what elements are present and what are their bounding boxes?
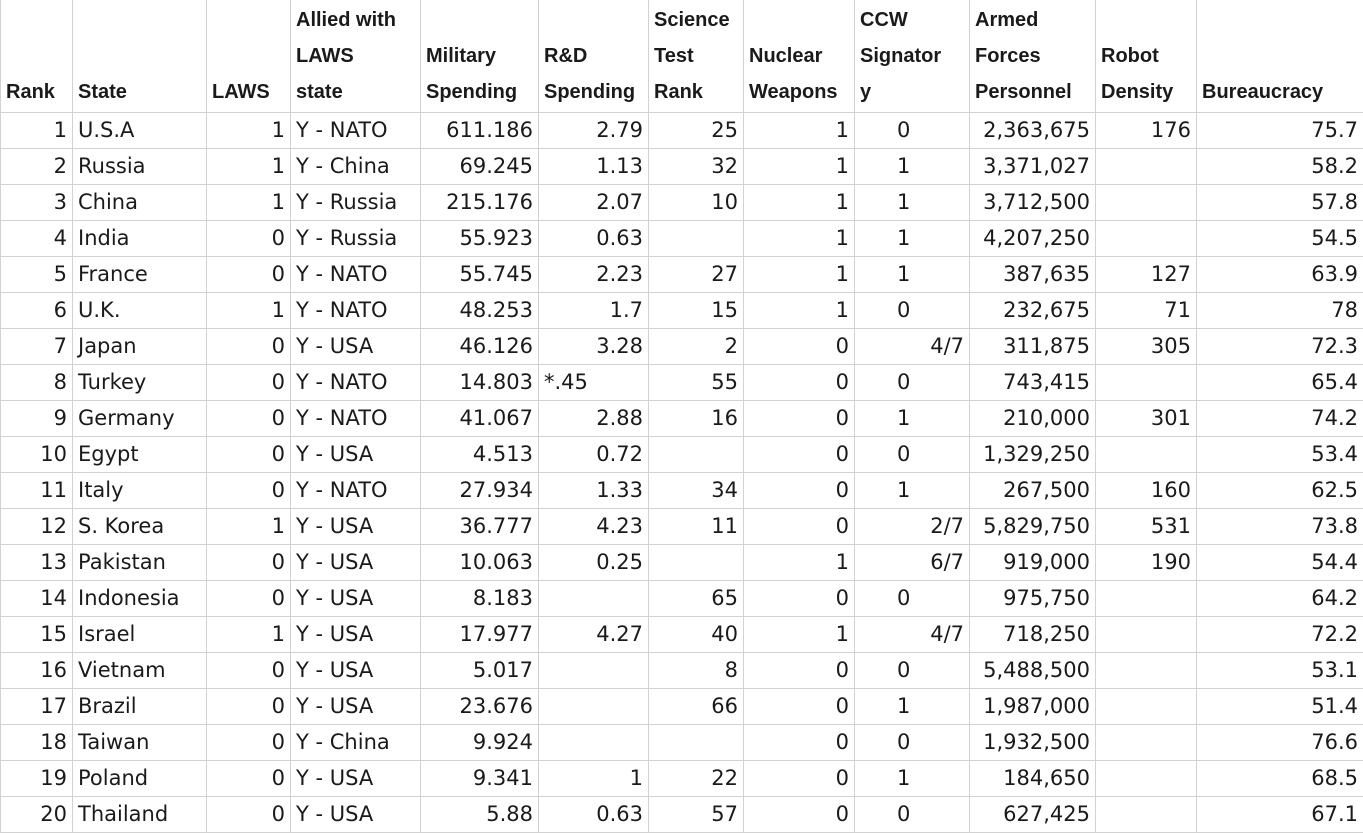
- cell-allied[interactable]: Y - USA: [291, 797, 421, 833]
- cell-state[interactable]: Pakistan: [73, 545, 207, 581]
- cell-robot[interactable]: [1096, 221, 1197, 257]
- cell-nuclear[interactable]: 0: [744, 797, 855, 833]
- cell-robot[interactable]: 305: [1096, 329, 1197, 365]
- table-header: [1, 0, 1363, 113]
- cell-robot[interactable]: [1096, 581, 1197, 617]
- cell-science[interactable]: 55: [649, 365, 744, 401]
- cell-science[interactable]: 11: [649, 509, 744, 545]
- cell-bureaucracy[interactable]: 53.1: [1197, 653, 1363, 689]
- cell-rd[interactable]: *.45: [539, 365, 649, 401]
- cell-robot[interactable]: 176: [1096, 113, 1197, 149]
- cell-rd[interactable]: 2.88: [539, 401, 649, 437]
- table-row[interactable]: [1, 797, 1363, 833]
- cell-rank[interactable]: 3: [1, 185, 73, 221]
- cell-state[interactable]: China: [73, 185, 207, 221]
- header-allied: [291, 0, 421, 113]
- cell-science[interactable]: 10: [649, 185, 744, 221]
- cell-nuclear[interactable]: 0: [744, 509, 855, 545]
- cell-robot[interactable]: [1096, 797, 1197, 833]
- cell-robot[interactable]: 301: [1096, 401, 1197, 437]
- cell-bureaucracy[interactable]: 74.2: [1197, 401, 1363, 437]
- cell-robot[interactable]: [1096, 653, 1197, 689]
- cell-state[interactable]: Germany: [73, 401, 207, 437]
- header-laws: [207, 0, 291, 113]
- cell-ccw[interactable]: 0: [855, 365, 970, 401]
- cell-rank[interactable]: 18: [1, 725, 73, 761]
- cell-rank[interactable]: 15: [1, 617, 73, 653]
- header-line: Weapons: [749, 74, 850, 110]
- cell-bureaucracy[interactable]: 72.2: [1197, 617, 1363, 653]
- cell-rd[interactable]: 0.63: [539, 221, 649, 257]
- table-body: [1, 113, 1363, 833]
- cell-allied[interactable]: Y - USA: [291, 329, 421, 365]
- cell-armed[interactable]: 743,415: [970, 365, 1096, 401]
- cell-science[interactable]: 8: [649, 653, 744, 689]
- cell-military[interactable]: 10.063: [421, 545, 539, 581]
- table-row[interactable]: [1, 617, 1363, 653]
- cell-armed[interactable]: 5,829,750: [970, 509, 1096, 545]
- table-row[interactable]: [1, 581, 1363, 617]
- cell-military[interactable]: 4.513: [421, 437, 539, 473]
- cell-rd[interactable]: 3.28: [539, 329, 649, 365]
- cell-robot[interactable]: 160: [1096, 473, 1197, 509]
- cell-rd[interactable]: 1.7: [539, 293, 649, 329]
- cell-allied[interactable]: Y - China: [291, 725, 421, 761]
- cell-allied[interactable]: Y - USA: [291, 581, 421, 617]
- cell-laws[interactable]: 0: [207, 437, 291, 473]
- header-line: Personnel: [975, 74, 1091, 110]
- cell-bureaucracy[interactable]: 54.5: [1197, 221, 1363, 257]
- cell-laws[interactable]: 0: [207, 473, 291, 509]
- cell-laws[interactable]: 0: [207, 257, 291, 293]
- cell-bureaucracy[interactable]: 64.2: [1197, 581, 1363, 617]
- cell-bureaucracy[interactable]: 63.9: [1197, 257, 1363, 293]
- cell-armed[interactable]: 5,488,500: [970, 653, 1096, 689]
- cell-laws[interactable]: 1: [207, 185, 291, 221]
- cell-military[interactable]: 5.017: [421, 653, 539, 689]
- cell-rank[interactable]: 17: [1, 689, 73, 725]
- cell-nuclear[interactable]: 1: [744, 185, 855, 221]
- cell-ccw[interactable]: 2/7: [855, 509, 970, 545]
- cell-laws[interactable]: 0: [207, 761, 291, 797]
- cell-armed[interactable]: 311,875: [970, 329, 1096, 365]
- table-row[interactable]: [1, 725, 1363, 761]
- cell-robot[interactable]: [1096, 149, 1197, 185]
- cell-rank[interactable]: 2: [1, 149, 73, 185]
- cell-allied[interactable]: Y - NATO: [291, 257, 421, 293]
- cell-bureaucracy[interactable]: 76.6: [1197, 725, 1363, 761]
- cell-nuclear[interactable]: 1: [744, 617, 855, 653]
- cell-laws[interactable]: 0: [207, 401, 291, 437]
- cell-nuclear[interactable]: 0: [744, 473, 855, 509]
- table-row[interactable]: [1, 401, 1363, 437]
- cell-nuclear[interactable]: 0: [744, 581, 855, 617]
- header-bureaucracy: [1197, 0, 1363, 113]
- cell-rd[interactable]: 2.79: [539, 113, 649, 149]
- header-line: Signator: [860, 38, 965, 74]
- cell-military[interactable]: 8.183: [421, 581, 539, 617]
- cell-science[interactable]: 25: [649, 113, 744, 149]
- cell-state[interactable]: Egypt: [73, 437, 207, 473]
- cell-state[interactable]: U.S.A: [73, 113, 207, 149]
- header-nuclear-weapons: [744, 0, 855, 113]
- cell-rank[interactable]: 8: [1, 365, 73, 401]
- table-row[interactable]: [1, 257, 1363, 293]
- cell-armed[interactable]: 267,500: [970, 473, 1096, 509]
- cell-state[interactable]: Vietnam: [73, 653, 207, 689]
- cell-laws[interactable]: 0: [207, 725, 291, 761]
- cell-rank[interactable]: 6: [1, 293, 73, 329]
- header-line: State: [78, 74, 202, 110]
- cell-science[interactable]: 22: [649, 761, 744, 797]
- cell-state[interactable]: Turkey: [73, 365, 207, 401]
- cell-nuclear[interactable]: 0: [744, 761, 855, 797]
- cell-armed[interactable]: 1,987,000: [970, 689, 1096, 725]
- table-row[interactable]: [1, 437, 1363, 473]
- cell-laws[interactable]: 1: [207, 293, 291, 329]
- cell-ccw[interactable]: 1: [855, 257, 970, 293]
- cell-armed[interactable]: 3,712,500: [970, 185, 1096, 221]
- cell-state[interactable]: Russia: [73, 149, 207, 185]
- cell-state[interactable]: U.K.: [73, 293, 207, 329]
- cell-allied[interactable]: Y - NATO: [291, 473, 421, 509]
- cell-nuclear[interactable]: 1: [744, 149, 855, 185]
- cell-nuclear[interactable]: 0: [744, 437, 855, 473]
- cell-robot[interactable]: [1096, 365, 1197, 401]
- cell-science[interactable]: 32: [649, 149, 744, 185]
- cell-ccw[interactable]: 0: [855, 293, 970, 329]
- cell-laws[interactable]: 0: [207, 653, 291, 689]
- cell-allied[interactable]: Y - China: [291, 149, 421, 185]
- cell-laws[interactable]: 0: [207, 581, 291, 617]
- cell-military[interactable]: 55.923: [421, 221, 539, 257]
- cell-science[interactable]: 65: [649, 581, 744, 617]
- cell-state[interactable]: Indonesia: [73, 581, 207, 617]
- cell-rank[interactable]: 13: [1, 545, 73, 581]
- table-row[interactable]: [1, 653, 1363, 689]
- cell-rank[interactable]: 4: [1, 221, 73, 257]
- cell-armed[interactable]: 627,425: [970, 797, 1096, 833]
- cell-bureaucracy[interactable]: 57.8: [1197, 185, 1363, 221]
- cell-state[interactable]: India: [73, 221, 207, 257]
- cell-science[interactable]: 2: [649, 329, 744, 365]
- cell-military[interactable]: 27.934: [421, 473, 539, 509]
- table-row[interactable]: [1, 113, 1363, 149]
- cell-ccw[interactable]: 1: [855, 473, 970, 509]
- cell-allied[interactable]: Y - USA: [291, 761, 421, 797]
- cell-rd[interactable]: 2.23: [539, 257, 649, 293]
- cell-military[interactable]: 9.341: [421, 761, 539, 797]
- cell-science[interactable]: 16: [649, 401, 744, 437]
- cell-state[interactable]: Taiwan: [73, 725, 207, 761]
- header-line: Armed: [975, 2, 1091, 38]
- cell-rank[interactable]: 19: [1, 761, 73, 797]
- cell-military[interactable]: 14.803: [421, 365, 539, 401]
- cell-robot[interactable]: 71: [1096, 293, 1197, 329]
- header-line: LAWS: [296, 38, 416, 74]
- cell-bureaucracy[interactable]: 62.5: [1197, 473, 1363, 509]
- cell-laws[interactable]: 1: [207, 149, 291, 185]
- cell-allied[interactable]: Y - USA: [291, 617, 421, 653]
- cell-laws[interactable]: 1: [207, 617, 291, 653]
- cell-rd[interactable]: 4.27: [539, 617, 649, 653]
- cell-nuclear[interactable]: 0: [744, 401, 855, 437]
- cell-rank[interactable]: 10: [1, 437, 73, 473]
- cell-science[interactable]: 15: [649, 293, 744, 329]
- cell-military[interactable]: 46.126: [421, 329, 539, 365]
- cell-military[interactable]: 611.186: [421, 113, 539, 149]
- cell-ccw[interactable]: 0: [855, 653, 970, 689]
- cell-robot[interactable]: [1096, 689, 1197, 725]
- header-ccw-signatory: [855, 0, 970, 113]
- table-row[interactable]: [1, 545, 1363, 581]
- header-military-spending: [421, 0, 539, 113]
- cell-military[interactable]: 215.176: [421, 185, 539, 221]
- cell-robot[interactable]: [1096, 185, 1197, 221]
- cell-rd[interactable]: 4.23: [539, 509, 649, 545]
- cell-armed[interactable]: 232,675: [970, 293, 1096, 329]
- header-line: Military: [426, 38, 534, 74]
- cell-armed[interactable]: 387,635: [970, 257, 1096, 293]
- cell-nuclear[interactable]: 0: [744, 329, 855, 365]
- cell-military[interactable]: 69.245: [421, 149, 539, 185]
- cell-rank[interactable]: 1: [1, 113, 73, 149]
- cell-ccw[interactable]: 0: [855, 113, 970, 149]
- cell-laws[interactable]: 1: [207, 113, 291, 149]
- cell-nuclear[interactable]: 0: [744, 653, 855, 689]
- cell-bureaucracy[interactable]: 53.4: [1197, 437, 1363, 473]
- cell-state[interactable]: Thailand: [73, 797, 207, 833]
- cell-nuclear[interactable]: 0: [744, 725, 855, 761]
- cell-rd[interactable]: 1.13: [539, 149, 649, 185]
- cell-bureaucracy[interactable]: 54.4: [1197, 545, 1363, 581]
- cell-armed[interactable]: 919,000: [970, 545, 1096, 581]
- cell-allied[interactable]: Y - Russia: [291, 221, 421, 257]
- cell-rank[interactable]: 14: [1, 581, 73, 617]
- cell-armed[interactable]: 975,750: [970, 581, 1096, 617]
- cell-state[interactable]: S. Korea: [73, 509, 207, 545]
- cell-laws[interactable]: 0: [207, 329, 291, 365]
- cell-robot[interactable]: [1096, 617, 1197, 653]
- cell-allied[interactable]: Y - USA: [291, 689, 421, 725]
- table-row[interactable]: [1, 689, 1363, 725]
- cell-laws[interactable]: 0: [207, 545, 291, 581]
- cell-bureaucracy[interactable]: 78: [1197, 293, 1363, 329]
- cell-rank[interactable]: 12: [1, 509, 73, 545]
- cell-state[interactable]: Israel: [73, 617, 207, 653]
- cell-science[interactable]: 34: [649, 473, 744, 509]
- cell-rank[interactable]: 5: [1, 257, 73, 293]
- cell-robot[interactable]: 127: [1096, 257, 1197, 293]
- cell-ccw[interactable]: 4/7: [855, 617, 970, 653]
- cell-allied[interactable]: Y - Russia: [291, 185, 421, 221]
- cell-state[interactable]: Brazil: [73, 689, 207, 725]
- cell-bureaucracy[interactable]: 58.2: [1197, 149, 1363, 185]
- cell-laws[interactable]: 1: [207, 509, 291, 545]
- cell-bureaucracy[interactable]: 67.1: [1197, 797, 1363, 833]
- cell-armed[interactable]: 3,371,027: [970, 149, 1096, 185]
- header-rd-spending: [539, 0, 649, 113]
- cell-nuclear[interactable]: 1: [744, 113, 855, 149]
- cell-ccw[interactable]: 0: [855, 581, 970, 617]
- cell-robot[interactable]: 531: [1096, 509, 1197, 545]
- cell-robot[interactable]: [1096, 725, 1197, 761]
- cell-armed[interactable]: 718,250: [970, 617, 1096, 653]
- cell-rd[interactable]: 1: [539, 761, 649, 797]
- table-row[interactable]: [1, 329, 1363, 365]
- cell-nuclear[interactable]: 1: [744, 221, 855, 257]
- cell-rank[interactable]: 7: [1, 329, 73, 365]
- cell-nuclear[interactable]: 1: [744, 293, 855, 329]
- cell-ccw[interactable]: 6/7: [855, 545, 970, 581]
- cell-science[interactable]: 27: [649, 257, 744, 293]
- cell-military[interactable]: 17.977: [421, 617, 539, 653]
- cell-military[interactable]: 55.745: [421, 257, 539, 293]
- cell-science[interactable]: [649, 545, 744, 581]
- cell-state[interactable]: Japan: [73, 329, 207, 365]
- cell-rd[interactable]: [539, 725, 649, 761]
- header-rank: [1, 0, 73, 113]
- cell-military[interactable]: 48.253: [421, 293, 539, 329]
- cell-laws[interactable]: 0: [207, 689, 291, 725]
- cell-allied[interactable]: Y - NATO: [291, 293, 421, 329]
- cell-armed[interactable]: 1,932,500: [970, 725, 1096, 761]
- header-line: Rank: [6, 74, 68, 110]
- cell-ccw[interactable]: 1: [855, 221, 970, 257]
- header-line: Nuclear: [749, 38, 850, 74]
- header-line: y: [860, 74, 965, 110]
- cell-allied[interactable]: Y - NATO: [291, 365, 421, 401]
- header-line: state: [296, 74, 416, 110]
- table-row[interactable]: [1, 293, 1363, 329]
- header-line: R&D: [544, 38, 644, 74]
- header-line: Spending: [426, 74, 534, 110]
- cell-armed[interactable]: 184,650: [970, 761, 1096, 797]
- cell-military[interactable]: 5.88: [421, 797, 539, 833]
- header-line: Test: [654, 38, 739, 74]
- header-science-test-rank: [649, 0, 744, 113]
- header-line: Allied with: [296, 2, 416, 38]
- cell-rank[interactable]: 9: [1, 401, 73, 437]
- cell-military[interactable]: 41.067: [421, 401, 539, 437]
- cell-rd[interactable]: [539, 653, 649, 689]
- cell-rd[interactable]: [539, 581, 649, 617]
- cell-rank[interactable]: 20: [1, 797, 73, 833]
- cell-ccw[interactable]: 1: [855, 689, 970, 725]
- cell-nuclear[interactable]: 1: [744, 545, 855, 581]
- cell-allied[interactable]: Y - USA: [291, 653, 421, 689]
- cell-science[interactable]: [649, 725, 744, 761]
- header-line: Rank: [654, 74, 739, 110]
- cell-allied[interactable]: Y - USA: [291, 545, 421, 581]
- cell-allied[interactable]: Y - USA: [291, 509, 421, 545]
- cell-ccw[interactable]: 0: [855, 725, 970, 761]
- cell-state[interactable]: France: [73, 257, 207, 293]
- cell-science[interactable]: [649, 221, 744, 257]
- cell-military[interactable]: 36.777: [421, 509, 539, 545]
- cell-ccw[interactable]: 1: [855, 149, 970, 185]
- cell-ccw[interactable]: 0: [855, 437, 970, 473]
- header-line: Bureaucracy: [1202, 74, 1359, 110]
- cell-robot[interactable]: [1096, 437, 1197, 473]
- cell-science[interactable]: 66: [649, 689, 744, 725]
- table-row[interactable]: [1, 221, 1363, 257]
- cell-armed[interactable]: 210,000: [970, 401, 1096, 437]
- cell-science[interactable]: 57: [649, 797, 744, 833]
- cell-rd[interactable]: 1.33: [539, 473, 649, 509]
- cell-rd[interactable]: 0.25: [539, 545, 649, 581]
- header-line: Spending: [544, 74, 644, 110]
- cell-laws[interactable]: 0: [207, 221, 291, 257]
- cell-ccw[interactable]: 1: [855, 761, 970, 797]
- cell-rd[interactable]: 0.63: [539, 797, 649, 833]
- cell-nuclear[interactable]: 0: [744, 365, 855, 401]
- cell-science[interactable]: [649, 437, 744, 473]
- cell-robot[interactable]: [1096, 761, 1197, 797]
- cell-bureaucracy[interactable]: 72.3: [1197, 329, 1363, 365]
- cell-military[interactable]: 23.676: [421, 689, 539, 725]
- cell-bureaucracy[interactable]: 65.4: [1197, 365, 1363, 401]
- cell-nuclear[interactable]: 0: [744, 689, 855, 725]
- header-line: CCW: [860, 2, 965, 38]
- header-line: Robot: [1101, 38, 1192, 74]
- cell-bureaucracy[interactable]: 51.4: [1197, 689, 1363, 725]
- cell-allied[interactable]: Y - NATO: [291, 113, 421, 149]
- table-row[interactable]: [1, 185, 1363, 221]
- cell-armed[interactable]: 2,363,675: [970, 113, 1096, 149]
- cell-rank[interactable]: 11: [1, 473, 73, 509]
- header-line: Density: [1101, 74, 1192, 110]
- table-row[interactable]: [1, 365, 1363, 401]
- cell-laws[interactable]: 0: [207, 365, 291, 401]
- table-row[interactable]: [1, 473, 1363, 509]
- header-row: [1, 0, 1363, 113]
- header-robot-density: [1096, 0, 1197, 113]
- cell-ccw[interactable]: 1: [855, 401, 970, 437]
- header-armed-forces-personnel: [970, 0, 1096, 113]
- cell-science[interactable]: 40: [649, 617, 744, 653]
- table-row[interactable]: [1, 149, 1363, 185]
- cell-bureaucracy[interactable]: 68.5: [1197, 761, 1363, 797]
- cell-nuclear[interactable]: 1: [744, 257, 855, 293]
- cell-ccw[interactable]: 0: [855, 797, 970, 833]
- cell-state[interactable]: Poland: [73, 761, 207, 797]
- cell-rank[interactable]: 16: [1, 653, 73, 689]
- cell-ccw[interactable]: 4/7: [855, 329, 970, 365]
- cell-laws[interactable]: 0: [207, 797, 291, 833]
- cell-allied[interactable]: Y - NATO: [291, 401, 421, 437]
- cell-bureaucracy[interactable]: 75.7: [1197, 113, 1363, 149]
- header-line: LAWS: [212, 74, 286, 110]
- cell-robot[interactable]: 190: [1096, 545, 1197, 581]
- cell-rd[interactable]: [539, 689, 649, 725]
- header-line: Forces: [975, 38, 1091, 74]
- cell-ccw[interactable]: 1: [855, 185, 970, 221]
- cell-allied[interactable]: Y - USA: [291, 437, 421, 473]
- cell-state[interactable]: Italy: [73, 473, 207, 509]
- cell-military[interactable]: 9.924: [421, 725, 539, 761]
- table-row[interactable]: [1, 761, 1363, 797]
- cell-rd[interactable]: 2.07: [539, 185, 649, 221]
- table-row[interactable]: [1, 509, 1363, 545]
- header-state: [73, 0, 207, 113]
- cell-armed[interactable]: 4,207,250: [970, 221, 1096, 257]
- cell-armed[interactable]: 1,329,250: [970, 437, 1096, 473]
- cell-bureaucracy[interactable]: 73.8: [1197, 509, 1363, 545]
- cell-rd[interactable]: 0.72: [539, 437, 649, 473]
- header-line: Science: [654, 2, 739, 38]
